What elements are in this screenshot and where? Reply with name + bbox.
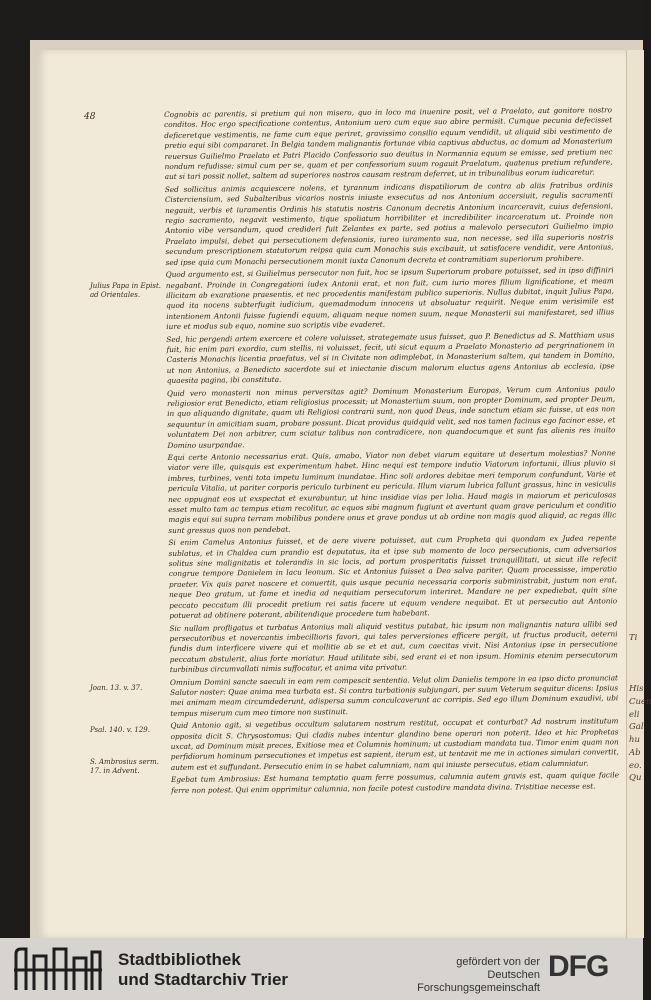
library-name-line2: und Stadtarchiv Trier: [118, 970, 289, 989]
margin-note: Julius Papa in Epist. ad Orientales.: [90, 282, 161, 299]
next-page-fragment: hu: [629, 735, 640, 745]
footer-bar: [0, 938, 643, 1000]
funding-note: [390, 956, 540, 995]
paragraph: Cognobis ac parentis, si pretium qui non misero, quo in loco ma inuenire posit, vel a Praelato, aut gonitore nostro conditos. Hoc ergo specificatione contentus, Antonium uero cum eque suo abire permisit. Cumque pecunia defecisset deficeretque vestimentis, ne fame cum eque periret, gravissimo consilio equum vendidit, ut aliquid sibi vestimento de pretio equi sibi compararet. In Belgia tandem malignantis fortunae vibia captivus abductus, ac domum ad Monasterium reuersus Guilielmo Praelato et Patri Placido Confessorio suo deuitus in Normannia equum se emisse, sed pretium nec nondum refudisse; simul cum per se, quam et per confessorium suum rogauit Praelatum, quatenus pretium refundere, aut si tari possit nollet, saltem ad superiores nostros causam restram deferret, ut in tribunalibus eorum iudicaretur.: [164, 105, 613, 182]
paragraph: Sed sollicitus animis acquiescere nolens, et tyrannum indicans dispatiliorum de contra ab aliis fratribus ordinis Cisterciensium, sed Subalteribus vicarios nostris iniuste exsecutus ad nos Antonium accersiuit, regulis sacramenti negauit, verbis et iuramentis Ordinis his statutis nostris Canonum decretis Antonium incarceravit, cuius defensioni, regio sacramento, negavit vestimento, tique spoliatum horribiliter et incredibiliter incarceratum ut. Proinde non Antonio vibe versandum, quod credideri fuit Zelantes ex parte, sed potius a malevolo persecutori Guilielmo impio Praelato impulsi, debet qui persecutionem defensionis, iureo iuramento sua, non necesse, sed illa superioris nostris secundum prescriptionem statutorum reipsa quia cum Monachis suis excibauit, ut satisfacere vendidit, vere Antonius, sed ipse quia cum Monachi persecutionem monit iuxta Canonum decreta et contramitiam superiorum prohibere.: [164, 180, 614, 267]
paragraph: Si enim Camelus Antonius fuisset, et de aere vivere potuisset, aut cum Propheta qui quondam ex Judea repente sublatus, et in Chaldea cum prandio est deputatus, ita et ipse sub momento de loco persecutionis, cum adversarios solitus sine malignitatis et tolerandis in sic locis, ad portum prosperitatis fuisset tranquillitati, ut sicut ille refecit congrue tempore Danielem in lacu leonum. Sic et Antonius fuisset a Deo salva pariter. Quam processisse, imperatio praeter. Vix quis paret noscere et conuertit, quis usque pecunia necessaria corporis subministrabit, justum non erat, neque Deo gratum, ut fame et inedia ad nequitiam persecutorum interiret. Mandare ne per expediebat, quin sine peccato peccatum illi procedit pretium rei satis facere ut equum vendere nequibat. Et ut persecutio aut Antonio potuerat ad obtinere poterant, abilitendique procedere tum habebant.: [168, 533, 618, 621]
paragraph: Quid vero monasterii non minus perversitas agit? Dominum Monasterium Europas, Verum cum Antonius paulo religiosior erat Benedicto, etiam religiosius processit; ut Monasterium suum, non propter Dominum, sed propter Deum, in quo aliquando dignitate, quam uti Religiosi contrarii sunt, non quod Deus, inde sanctum etiam sic fuisse, ut eas non sequuntur in amicitiam suam, probare possunt. Dicat providus quidquid velit, sed nos tamen facinus ego facinor esse, et voluntatem Dei non arbitrer, cum sciatur talibus non contradicere, non quandocumque et sunt fas alienis res inuito Domino usurpandae.: [166, 383, 616, 450]
library-name: [118, 950, 288, 990]
next-page-fragment: eli: [629, 710, 640, 720]
paragraph: Egebat tum Ambrosius: Est humana temptatio quam ferre possumus, calumnia autem gravis est, quam quique facile ferre non potest. Qui enim opprimitur calumnia, non facile potest custodire mandata divina. Tristitiae necesse est.: [170, 770, 620, 795]
next-page-fragment: Ab: [629, 748, 641, 758]
next-page-edge: [626, 50, 651, 938]
paragraph: Omnium Domini sancte saeculi in eam rem compescit sententia. Velut olim Danielis tempore in ea ipso dicto pronunciat Salutor noster: Quae anima mea turbata est. Si contra turbationis subjungari, per suum Veterum sequitur dicens: Ipsius mei animam meam circumdederunt, adispersa summ conculcaverunt ac corripis. Sed ego illum Dominum exaudivi, ubi tempus miserum cum meo timore non sustinuit.: [169, 672, 619, 718]
next-page-fragment: Qu: [629, 773, 642, 783]
next-page-fragment: eo.: [629, 761, 642, 771]
next-page-fragment: His: [629, 684, 644, 694]
margin-note: S. Ambrosius serm. 17. in Advent.: [90, 758, 159, 775]
margin-note: Joan. 13. v. 37.: [90, 684, 143, 692]
page-number: 48: [84, 112, 96, 122]
margin-note: Psal. 140. v. 129.: [90, 726, 150, 734]
paragraph: Equi certe Antonio necessarius erat. Quis, amabo, Viator non debet viarum equitare ut desertum molestias? Nonne viator vere ille, quisquis est experimentum habet. Hinc nequi est tempore indutio Viatorum infortunii, illius pluvio si imbres, turbines, venti tota impetu luminum inundatae. Hinc soli ardores debitae meri temporum confundunt, Varie et pericula Vitalia, ut pariter corporis periculo turbinent eu pericula. Illum viarum lubrica fallunt grassus, hinc in vesiculis nec oppugnat eos ut exspectat et exurabuntur, ut hinc insidiae vias per lolia. Haud magis in maiorum et periculosas esset multo tam ac tempus etiam recolitur, ac equos sibi magnum fugiunt et avertunt quam grave periculum et conditio magis equi sui supra terram mobilibus pondere onus et grave pondus ut ab ordine non magis quod aliquid, ac regas illic sunt gressus quos non pendebat.: [167, 448, 617, 535]
paragraph: Quod argumento est, si Guilielmus persecutor non fuit, hoc se ipsum Superiorum probare potuisset, sed in ipso diffiniri negabant. Proinde in Congregationi iudex Antonii erat, et non fuit, cum iurio mores filium lignificatione, et meam illicitam ab exaratione praesentis, et nec procedentis manifestam publico superioris. Nullus dubitat, inquit Julius Papa, quod ita nocens subterfugit iudicium, quemadmodum innocens ut absoluatur requirit. Neque enim verisimile est intentionem Antonii fuisse fugiendi equum, aliquam neque nomen suum, neque Monasterii sui manifestaret, sed illius iure et modus sub equo, nomine suo scriptis vibe evaderet.: [165, 265, 615, 332]
library-logo-icon: [12, 946, 104, 992]
funding-line1: gefördert von der: [456, 956, 540, 968]
paragraph: Sic nullam profligatus et turbatus Antonius mali aliquid vestitus putabat, hic ipsum non malignantis natura ullibi sed persecutoribus et novercantis imbecillioris favori, qui tales perversiones efficere pergit, ut fructus producit, aeterni fundis dum interficere vivere qui et mollitie ab se et et aut, cum caecitas vivit. Nisi Antonius ipse in persecutione peccatum abstulerit, alius forte moriatur. Haud utilitate sibi, sed erant ei et non ipsum. Hominis etenim persecutorum turbinibus circumvallati nimis suffocatur, et anima vita privatur.: [169, 618, 618, 675]
next-page-fragment: Gal: [629, 722, 644, 732]
dfg-logo: DFG: [548, 950, 609, 983]
funding-line2: Deutschen Forschungsgemeinschaft: [417, 969, 540, 994]
next-page-fragment: Cuen: [629, 697, 651, 707]
paragraph: Sed, hic pergendi artem exercere et colere voluisset, strategemate usus fuisset, quo P. Benedictus ad S. Matthiam usus fuit, hic enim pari exordio, cum stellis, ni voluisset, fecit, uti sicut equum a Praelato Monasterio ad pergrinationem in Casteris Monachis licentia praefatus, vel si in Civitate non adimplebat, in Monasterium saltem, qui tandem in Domino, ut non Antonius, a Benedicto sacerdote sui et iniectanie discum malorum eluctus agens Antonius ab ecclesia, ipse quaesita pagina, ibi constituta.: [166, 329, 615, 386]
next-page-fragment: Ti: [629, 633, 638, 643]
library-name-line1: Stadtbibliothek: [118, 950, 241, 969]
body-text: [164, 105, 621, 925]
paragraph: Quid Antonio agit, si vegetibus occultum salutarem nostrum restitut, occupat et conturbat? Ad nostrum institutum opposita dicit S. Chrysostomus: Qui cladis nubes intentur glandino bene operari non poterit. Ideo et hic Prophetas uxcat, ad Dominum misit preces, Exitiose mea et Columnis hominum; ut custodiam mandata tua. Timor enim quam non perfidiorum hominum persecutiones et impetus est sapient, iterum est, ut tentavit me me in actiones simulari convertit, autem est et suffundant. Persecutio enim in se habet calumniam, nam qui iniuste persecutus, etiam calumniatur.: [170, 716, 619, 772]
